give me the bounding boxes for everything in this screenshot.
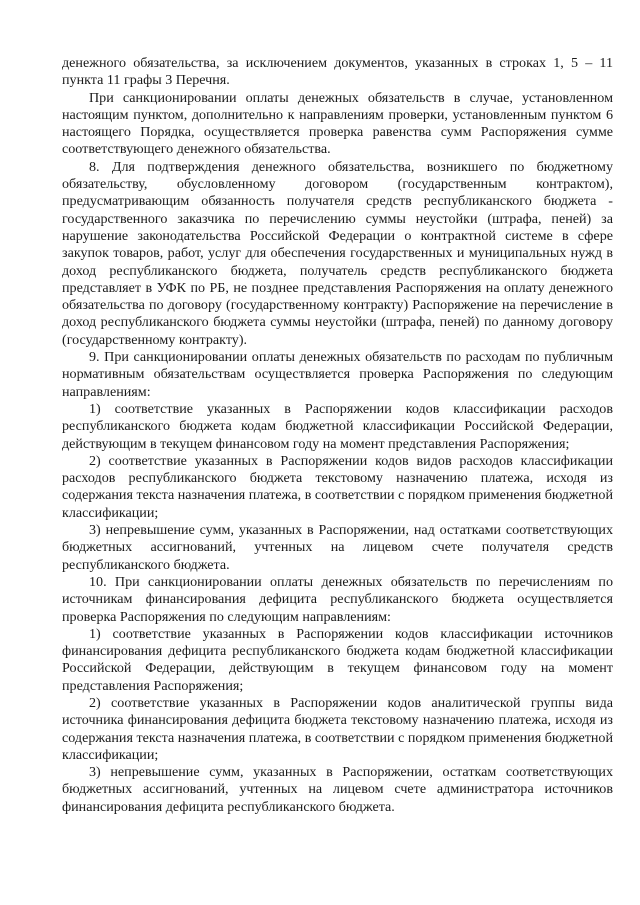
paragraph-item-9-sub-2: 2) соответствие указанных в Распоряжении кодов видов расходов классификации расходов республиканского бюджета текстовому назначению платежа, исходя из содержания текста назначения платежа, в соответствии с порядком применения бюджетной классификации; (62, 452, 613, 521)
paragraph-item-9-sub-3: 3) непревышение сумм, указанных в Распоряжении, над остатками соответствующих бюджетных ассигнований, учтенных на лицевом счете получателя средств республиканского бюджета. (62, 522, 613, 573)
paragraph-sanction-equality-check: При санкционировании оплаты денежных обязательств в случае, установленном настоящим пунктом, дополнительно к направлениям проверки, установленным пунктом 6 настоящего Порядка, осуществляется проверка равенства сумм Распоряжения сумме соответствующего денежного обязательства. (62, 89, 613, 158)
document-body (62, 55, 613, 816)
paragraph-item-8: 8. Для подтверждения денежного обязательства, возникшего по бюджетному обязательству, обусловленному договором (государственным контрактом), предусматривающим обязанность получателя средств республиканского бюджета - государственного заказчика по перечислению суммы неустойки (штрафа, пеней) за нарушение законодательства Российской Федерации о контрактной системе в сфере закупок товаров, работ, услуг для обеспечения государственных и муниципальных нужд в доход республиканского бюджета, получатель средств республиканского бюджета представляет в УФК по РБ, не позднее представления Распоряжения на оплату денежного обязательства по договору (государственному контракту) Распоряжение на перечисление в доход республиканского бюджета суммы неустойки (штрафа, пеней) по данному договору (государственному контракту). (62, 158, 613, 348)
paragraph-item-10-sub-2: 2) соответствие указанных в Распоряжении кодов аналитической группы вида источника финансирования дефицита бюджета текстовому назначению платежа, исходя из содержания текста назначения платежа, в соответствии с порядком применения бюджетной классификации; (62, 694, 613, 763)
paragraph-item-9: 9. При санкционировании оплаты денежных обязательств по расходам по публичным нормативным обязательствам осуществляется проверка Распоряжения по следующим направлениям: (62, 349, 613, 400)
paragraph-item-9-sub-1: 1) соответствие указанных в Распоряжении кодов классификации расходов республиканского бюджета кодам бюджетной классификации Российской Федерации, действующим в текущем финансовом году на момент представления Распоряжения; (62, 400, 613, 452)
paragraph-item-10-sub-1: 1) соответствие указанных в Распоряжении кодов классификации источников финансирования дефицита республиканского бюджета кодам бюджетной классификации Российской Федерации, действующим в текущем финансовом году на момент представления Распоряжения; (62, 625, 613, 694)
paragraph-item-10: 10. При санкционировании оплаты денежных обязательств по перечислениям по источникам финансирования дефицита республиканского бюджета осуществляется проверка Распоряжения по следующим направлениям: (62, 573, 613, 625)
paragraph-continuation: денежного обязательства, за исключением документов, указанных в строках 1, 5 – 11 пункта 11 графы 3 Перечня. (62, 55, 613, 89)
paragraph-item-10-sub-3: 3) непревышение сумм, указанных в Распоряжении, остаткам соответствующих бюджетных ассигнований, учтенных на лицевом счете администратора источников финансирования дефицита республиканского бюджета. (62, 764, 613, 815)
